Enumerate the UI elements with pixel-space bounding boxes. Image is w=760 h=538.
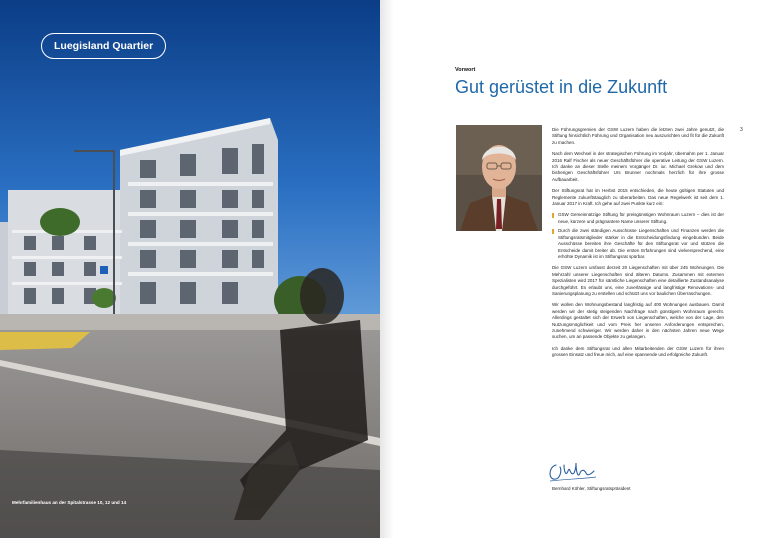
- bullet-item: [552, 212, 724, 225]
- page-number: 3: [740, 127, 743, 133]
- bullet-text: GSW Gemeinnützige Stiftung für preisgünstigen Wohnraum Luzern – dies ist der neue, kürzere und prägnantere Name unserer Stiftung.: [558, 212, 724, 224]
- bullet-marker: [552, 229, 554, 234]
- photo-caption: Mehrfamilienhaus an der Spitalstrasse 10, 12 und 14: [12, 500, 127, 505]
- foreword-text: [552, 127, 724, 364]
- paragraph: Die Führungsgremien der GSW Luzern haben die letzten zwei Jahre genutzt, die Stiftung hinsichtlich Führung und Organisation neu auszurichten und fit für die Zukunft zu machen.: [552, 127, 724, 145]
- page-title: Gut gerüstet in die Zukunft: [455, 77, 668, 97]
- section-label: Vorwort: [455, 67, 476, 73]
- bullet-text: Durch die zwei ständigen Ausschüsse Liegenschaften und Finanzen werden die Stiftungsratsmitglieder stärker in die Entscheidungsfindung eingebunden. Beide Ausschüsse bereiten ihre Geschäfte für den Stiftungsrat vor und stützen die Entscheide damit breiter ab. Die ersten Erfahrungen sind vielversprechend, eine erhöhte Dynamik ist im Stiftungsrat spürbar.: [558, 228, 724, 259]
- page-gutter: [380, 0, 394, 538]
- signature-image: [546, 459, 600, 485]
- paragraph: Nach dem Wechsel in der strategischen Führung im Vorjahr, übernahm per 1. Januar 2016 Ralf Fischer als neuer Geschäftsführer die operative Leitung der GSW Luzern. Ich danke an dieser Stelle meinem Vorgänger Dr. iur. Michael Grekow und dem bisherigen Geschäftsführer Urs Brunner nochmals herzlich für ihre grosse Aufbauarbeit.: [552, 151, 724, 182]
- right-page: [380, 0, 760, 538]
- bullet-marker: [552, 213, 554, 218]
- paragraph: Wir wollen den Wohnungsbestand langfristig auf 400 Wohnungen ausbauen. Damit werden wir der stetig steigenden Nachfrage nach günstigem Wohnraum gerecht. Allerdings gestaltet sich der Erwerb von Liegenschaften, welche von der Lage, den Nutzungsmöglichkeit und vom Preis her unseren Anforderungen entsprechen, zunehmend schwieriger. Wir werden daher in den nächsten Jahren neue Wege suchen, um an passende Objekte zu gelangen.: [552, 302, 724, 340]
- signer-name: Bernhard Köhler, Stiftungsratspräsident: [552, 486, 631, 491]
- bullet-list: [552, 212, 724, 260]
- paragraph: Die GSW Luzern umfasst derzeit 20 Liegenschaften mit über 245 Wohnungen. Die Mehrzahl unserer Liegenschaften sind älteren Datums. Zusammen mit externen Spezialisten wird 2017 für sämtliche Liegenschaften eine detaillierte Zustandsanalyse durchgeführt. Es erlaubt uns, eine zuverlässige und langfristige Renovations- und Sanierungsplanung zu erstellen und schützt uns vor baulichen Überraschungen.: [552, 265, 724, 296]
- location-badge: Luegisland Quartier: [41, 33, 166, 59]
- paragraph: Der Stiftungsrat hat im Herbst 2015 entschieden, die heute gültigen Statuten und Reglemente zukunftstauglich zu überarbeiten. Das neue Regelwerk ist seit dem 1. Januar 2017 in Kraft. Ich gehe auf zwei Punkte kurz ein:: [552, 188, 724, 207]
- paragraph: Ich danke dem Stiftungsrat und allen Mitarbeitenden der GSW Luzern für ihren grossen Einsatz und freue mich, auf eine spannende und erfolgreiche Zukunft.: [552, 345, 724, 358]
- bullet-item: [552, 228, 724, 260]
- president-portrait: [456, 125, 542, 231]
- portrait-image: [456, 125, 542, 231]
